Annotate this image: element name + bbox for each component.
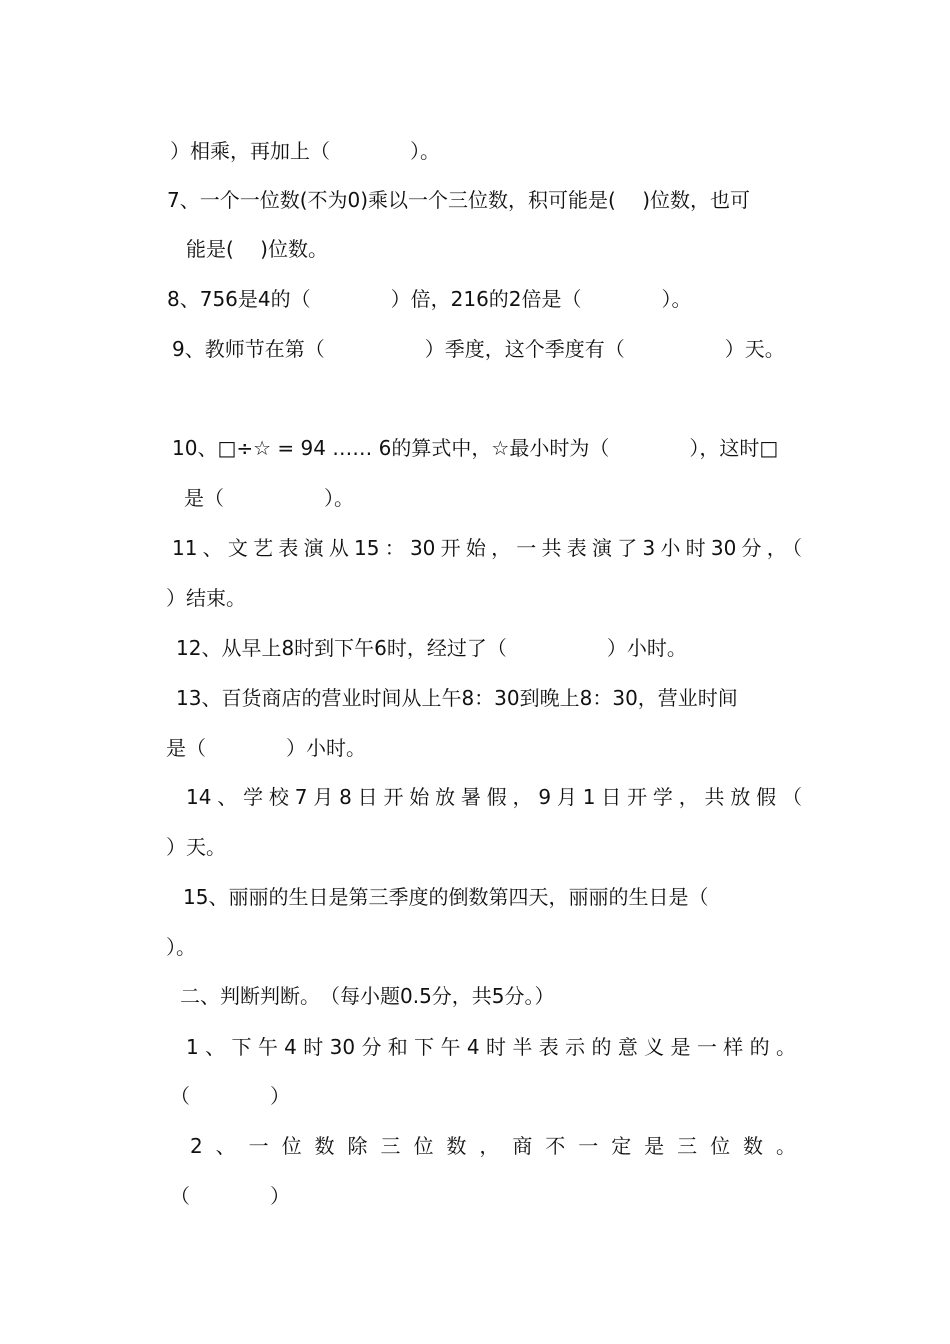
question-11: 11、文艺表演从15：30开始，一共表演了3小时30分，（ xyxy=(172,536,802,560)
question-15-continued: ）。 xyxy=(166,935,196,959)
question-8: 8、756是4的（ ）倍，216的2倍是（ ）。 xyxy=(167,287,692,311)
question-13-continued: 是（ ）小时。 xyxy=(166,736,366,760)
judgment-2: 2、一位数除三位数，商不一定是三位数。 xyxy=(190,1134,796,1158)
judgment-2-answer: （ ） xyxy=(170,1184,290,1208)
text-line-1: ）相乘，再加上（ ）。 xyxy=(170,139,440,163)
question-11-continued: ）结束。 xyxy=(166,586,246,610)
question-9: 9、教师节在第（ ）季度，这个季度有（ ）天。 xyxy=(172,337,785,361)
question-10: 10、□÷☆ = 94 …… 6的算式中，☆最小时为（ ），这时□ xyxy=(172,436,779,460)
question-7: 7、一个一位数(不为0)乘以一个三位数，积可能是( )位数，也可 xyxy=(167,188,751,212)
question-10-continued: 是（ ）。 xyxy=(184,486,354,510)
question-12: 12、从早上8时到下午6时，经过了（ ）小时。 xyxy=(176,636,687,660)
question-7-continued: 能是( )位数。 xyxy=(186,237,328,261)
judgment-1-answer: （ ） xyxy=(170,1084,290,1108)
section-two-heading: 二、判断判断。 （每小题0.5分，共5分。） xyxy=(180,984,555,1008)
question-14-continued: ）天。 xyxy=(166,835,226,859)
judgment-1: 1、下午4时30分和下午4时半表示的意义是一样的。 xyxy=(186,1035,796,1059)
question-13: 13、百货商店的营业时间从上午8：30到晚上8：30，营业时间 xyxy=(176,686,738,710)
question-15: 15、丽丽的生日是第三季度的倒数第四天，丽丽的生日是（ xyxy=(183,885,709,909)
question-14: 14、学校7月8日开始放暑假，9月1日开学，共放假（ xyxy=(186,785,802,809)
